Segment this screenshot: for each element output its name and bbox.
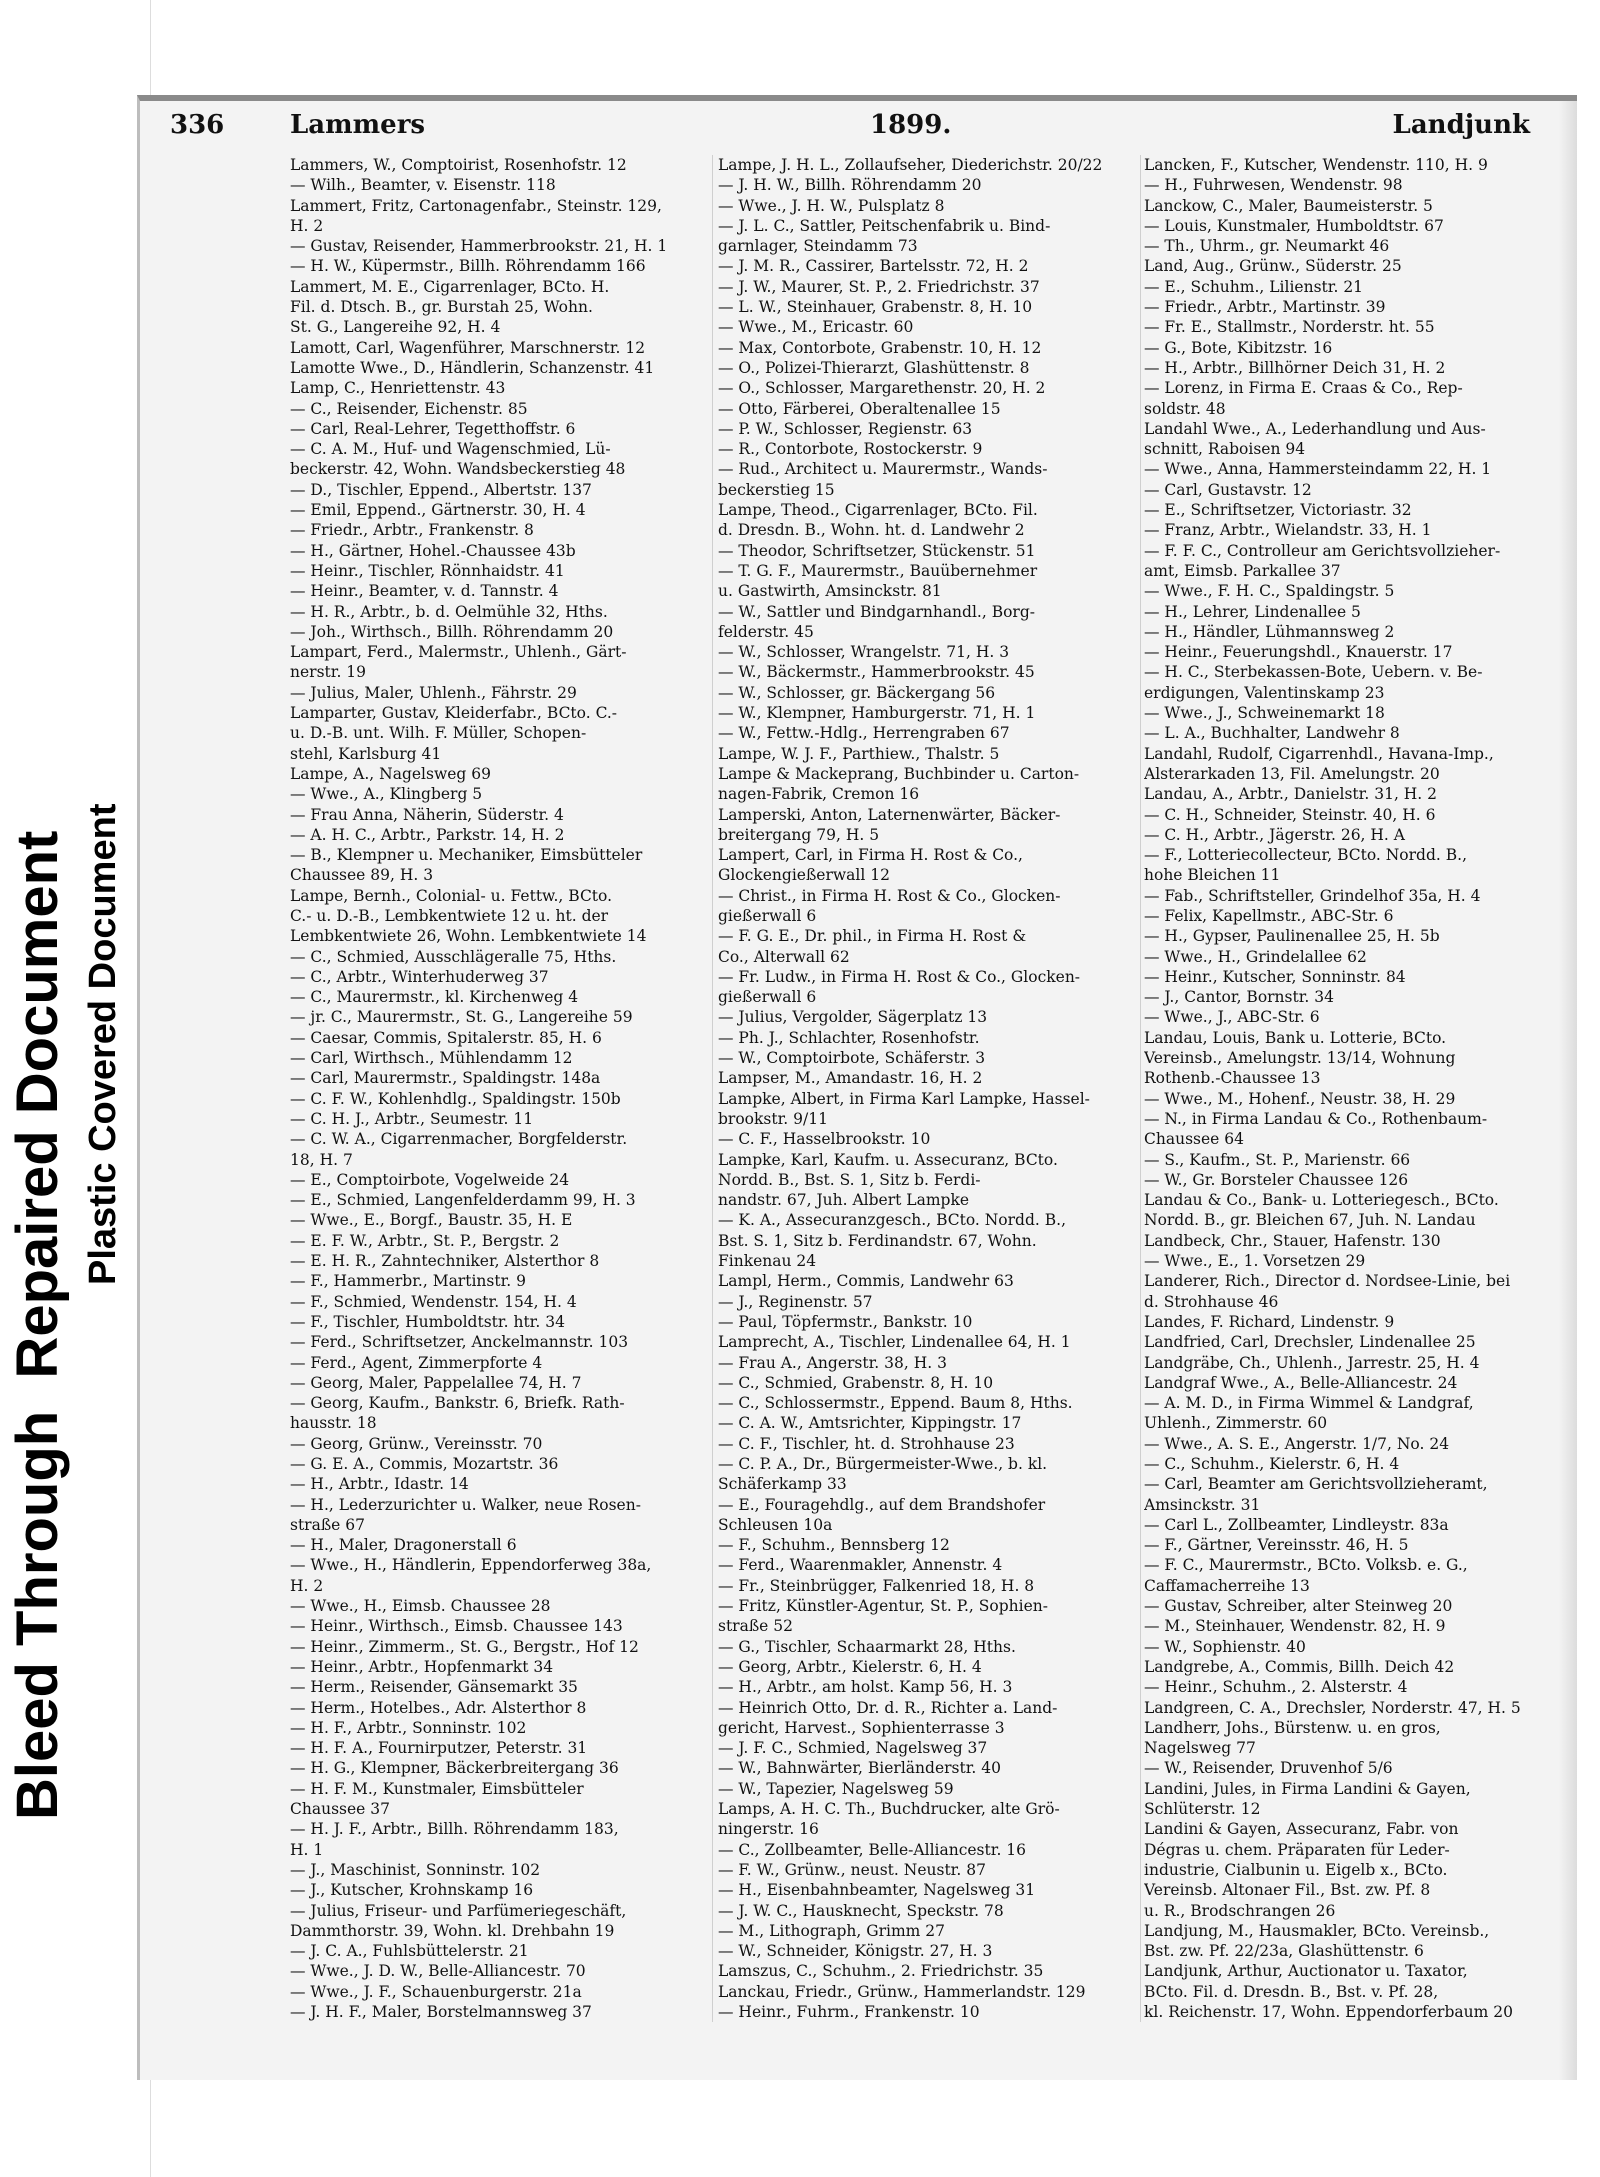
- directory-entry-line: Landgraf Wwe., A., Belle-Alliancestr. 24: [1144, 1373, 1458, 1392]
- directory-entry-line: St. G., Langereihe 92, H. 4: [290, 318, 501, 337]
- directory-entry-line: — W., Sophienstr. 40: [1144, 1637, 1306, 1656]
- directory-entry-line: — A. H. C., Arbtr., Parkstr. 14, H. 2: [290, 825, 565, 844]
- directory-entry-line: — E., Schmied, Langenfelderdamm 99, H. 3: [290, 1191, 636, 1210]
- directory-entry-line: Lammers, W., Comptoirist, Rosenhofstr. 12: [290, 156, 627, 174]
- right-keyword: Landjunk: [1392, 110, 1530, 140]
- directory-entry-line: d. Strohhause 46: [1144, 1292, 1279, 1311]
- directory-entry-line: Lamprecht, A., Tischler, Lindenallee 64, H. 1: [718, 1333, 1071, 1352]
- directory-entry-line: Lamszus, C., Schuhm., 2. Friedrichstr. 35: [718, 1962, 1044, 1981]
- directory-entry-line: Lampe, J. H. L., Zollaufseher, Diederichstr. 20/22: [718, 156, 1103, 174]
- directory-entry-line: — Felix, Kapellmstr., ABC-Str. 6: [1144, 906, 1394, 925]
- directory-entry-line: — Wwe., Anna, Hammersteindamm 22, H. 1: [1144, 460, 1492, 479]
- directory-entry-line: — J., Cantor, Bornstr. 34: [1144, 988, 1335, 1007]
- directory-entry-line: Lanckow, C., Maler, Baumeisterstr. 5: [1144, 196, 1433, 215]
- directory-entry-line: — H., Gärtner, Hohel.-Chaussee 43b: [290, 541, 576, 560]
- directory-entry-line: industrie, Cialbunin u. Eigelb x., BCto.: [1144, 1860, 1448, 1879]
- directory-entry-line: Rothenb.-Chaussee 13: [1144, 1069, 1321, 1088]
- directory-entry-line: — W., Sattler und Bindgarnhandl., Borg-: [718, 602, 1035, 621]
- directory-entry-line: Lammert, M. E., Cigarrenlager, BCto. H.: [290, 277, 610, 296]
- directory-entry-line: Bst. S. 1, Sitz b. Ferdinandstr. 67, Wohn.: [718, 1231, 1037, 1250]
- directory-entry-line: — C., Schlossermstr., Eppend. Baum 8, Hths.: [718, 1394, 1073, 1413]
- directory-entry-line: — D., Tischler, Eppend., Albertstr. 137: [290, 480, 592, 499]
- directory-entry-line: — Wwe., J., Schweinemarkt 18: [1144, 704, 1385, 723]
- directory-entry-line: Lanckau, Friedr., Grünw., Hammerlandstr. 129: [718, 1982, 1086, 2001]
- directory-entry-line: Landfried, Carl, Drechsler, Lindenallee 25: [1144, 1333, 1476, 1352]
- directory-entry-line: — C. F. W., Kohlenhdlg., Spaldingstr. 150b: [290, 1089, 621, 1108]
- directory-entry-line: Lampl, Herm., Commis, Landwehr 63: [718, 1272, 1014, 1291]
- directory-entry-line: Schlüterstr. 12: [1144, 1800, 1261, 1819]
- directory-entry-line: — Gustav, Reisender, Hammerbrookstr. 21, H. 1: [290, 237, 668, 256]
- directory-entry-line: — W., Schlosser, gr. Bäckergang 56: [718, 683, 996, 702]
- directory-entry-line: — E., Schriftsetzer, Victoriastr. 32: [1144, 501, 1412, 520]
- directory-entry-line: stehl, Karlsburg 41: [290, 744, 442, 763]
- directory-entry-line: — Christ., in Firma H. Rost & Co., Glocken-: [718, 886, 1061, 905]
- directory-entry-line: H. 2: [290, 1576, 324, 1595]
- directory-entry-line: — Heinr., Kutscher, Sonninstr. 84: [1144, 967, 1406, 986]
- directory-entry-line: beckerstieg 15: [718, 480, 835, 499]
- directory-entry-line: — Julius, Friseur- und Parfümeriegeschäft,: [290, 1901, 627, 1920]
- directory-entry-line: — Ferd., Waarenmakler, Annenstr. 4: [718, 1556, 1003, 1575]
- directory-entry-line: Landjunk, Arthur, Auctionator u. Taxator,: [1144, 1962, 1468, 1981]
- directory-entry-line: — H., Arbtr., Idastr. 14: [290, 1475, 469, 1494]
- directory-entry-line: — F., Tischler, Humboldtstr. htr. 34: [290, 1312, 565, 1331]
- directory-entry-line: Lampke, Albert, in Firma Karl Lampke, Hassel-: [718, 1089, 1090, 1108]
- directory-entry-line: — Fritz, Künstler-Agentur, St. P., Sophien-: [718, 1597, 1048, 1616]
- directory-entry-line: — B., Klempner u. Mechaniker, Eimsbütteler: [290, 846, 643, 865]
- directory-entry-line: — Heinr., Fuhrm., Frankenstr. 10: [718, 2003, 980, 2022]
- directory-entry-line: Bst. zw. Pf. 22/23a, Glashüttenstr. 6: [1144, 1942, 1424, 1961]
- directory-entry-line: — F. F. C., Controlleur am Gerichtsvollzieher-: [1144, 541, 1501, 560]
- directory-entry-line: — Max, Contorbote, Grabenstr. 10, H. 12: [718, 338, 1042, 357]
- directory-entry-line: — Franz, Arbtr., Wielandstr. 33, H. 1: [1144, 521, 1432, 540]
- directory-entry-line: — Wilh., Beamter, v. Eisenstr. 118: [290, 176, 556, 195]
- directory-entry-line: C.- u. D.-B., Lembkentwiete 12 u. ht. der: [290, 906, 609, 925]
- directory-entry-line: — J. M. R., Cassirer, Bartelsstr. 72, H. 2: [718, 257, 1029, 276]
- directory-entry-line: Landau, Louis, Bank u. Lotterie, BCto.: [1144, 1028, 1447, 1047]
- directory-entry-line: hohe Bleichen 11: [1144, 866, 1281, 885]
- directory-entry-line: Landjung, M., Hausmakler, BCto. Vereinsb.,: [1144, 1921, 1490, 1940]
- directory-entry-line: — Wwe., J. H. W., Pulsplatz 8: [718, 196, 945, 215]
- directory-entry-line: — H. G., Klempner, Bäckerbreitergang 36: [290, 1759, 619, 1778]
- directory-entry-line: Landau, A., Arbtr., Danielstr. 31, H. 2: [1144, 785, 1438, 804]
- directory-entry-line: straße 67: [290, 1515, 366, 1534]
- directory-entry-line: Nordd. B., gr. Bleichen 67, Juh. N. Landau: [1144, 1211, 1476, 1230]
- directory-entry-line: Lamperski, Anton, Laternenwärter, Bäcker-: [718, 805, 1061, 824]
- directory-entry-line: — F., Hammerbr., Martinstr. 9: [290, 1272, 526, 1291]
- directory-entry-line: — Lorenz, in Firma E. Craas & Co., Rep-: [1144, 379, 1463, 398]
- directory-entry-line: — A. M. D., in Firma Wimmel & Landgraf,: [1144, 1394, 1474, 1413]
- directory-entry-line: — H., Arbtr., Billhörner Deich 31, H. 2: [1144, 358, 1446, 377]
- side-label-strip: [0, 0, 151, 2177]
- directory-entry-line: — Rud., Architect u. Maurermstr., Wands-: [718, 460, 1048, 479]
- directory-entry-line: — Carl, Maurermstr., Spaldingstr. 148a: [290, 1069, 601, 1088]
- directory-entry-line: — G. E. A., Commis, Mozartstr. 36: [290, 1455, 559, 1473]
- directory-entry-line: — C., Schuhm., Kielerstr. 6, H. 4: [1144, 1455, 1400, 1473]
- directory-entry-line: — C. P. A., Dr., Bürgermeister-Wwe., b. kl.: [718, 1455, 1048, 1473]
- directory-entry-line: — Wwe., J. F., Schauenburgerstr. 21a: [290, 1982, 582, 2001]
- directory-entry-line: — Wwe., A. S. E., Angerstr. 1/7, No. 24: [1144, 1434, 1450, 1453]
- directory-entry-line: — Paul, Töpfermstr., Bankstr. 10: [718, 1312, 973, 1331]
- directory-entry-line: Chaussee 89, H. 3: [290, 866, 434, 885]
- directory-entry-line: — J., Kutscher, Krohnskamp 16: [290, 1881, 534, 1900]
- directory-entry-line: — C., Arbtr., Winterhuderweg 37: [290, 967, 549, 986]
- directory-entry-line: — E., Schuhm., Lilienstr. 21: [1144, 277, 1364, 296]
- directory-entry-line: — Carl, Gustavstr. 12: [1144, 480, 1312, 499]
- directory-entry-line: Nagelsweg 77: [1144, 1739, 1256, 1758]
- directory-entry-line: — J. H. F., Maler, Borstelmannsweg 37: [290, 2003, 592, 2022]
- directory-entry-line: soldstr. 48: [1144, 399, 1226, 418]
- directory-entry-line: — W., Comptoirbote, Schäferstr. 3: [718, 1049, 986, 1068]
- directory-entry-line: Vereinsb. Altonaer Fil., Bst. zw. Pf. 8: [1144, 1881, 1431, 1900]
- directory-entry-line: u. D.-B. unt. Wilh. F. Müller, Schopen-: [290, 724, 587, 743]
- directory-entry-line: — G., Bote, Kibitzstr. 16: [1144, 338, 1333, 357]
- directory-entry-line: — Carl, Real-Lehrer, Tegetthoffstr. 6: [290, 419, 576, 438]
- directory-entry-line: — H. F., Arbtr., Sonninstr. 102: [290, 1718, 527, 1737]
- directory-entry-line: Landgräbe, Ch., Uhlenh., Jarrestr. 25, H. 4: [1144, 1353, 1480, 1372]
- directory-entry-line: Lampart, Ferd., Malermstr., Uhlenh., Gärt-: [290, 643, 627, 662]
- directory-entry-line: — H., Lehrer, Lindenallee 5: [1144, 602, 1361, 621]
- directory-entry-line: — J. F. C., Schmied, Nagelsweg 37: [718, 1739, 988, 1758]
- directory-entry-line: — E., Fouragehdlg., auf dem Brandshofer: [718, 1495, 1046, 1514]
- directory-entry-line: — J. C. A., Fuhlsbüttelerstr. 21: [290, 1942, 529, 1961]
- left-keyword: Lammers: [290, 110, 426, 140]
- directory-entry-line: — W., Bahnwärter, Bierländerstr. 40: [718, 1759, 1001, 1778]
- directory-entry-line: — Wwe., J., ABC-Str. 6: [1144, 1008, 1320, 1027]
- directory-entry-line: — K. A., Assecuranzgesch., BCto. Nordd. B.,: [718, 1211, 1066, 1230]
- directory-entry-line: — Wwe., A., Klingberg 5: [290, 785, 483, 804]
- directory-entry-line: — H., Fuhrwesen, Wendenstr. 98: [1144, 176, 1403, 195]
- directory-entry-line: Landahl Wwe., A., Lederhandlung und Aus-: [1144, 419, 1486, 438]
- directory-entry-line: — C. W. A., Cigarrenmacher, Borgfelderstr.: [290, 1130, 628, 1149]
- directory-entry-line: — Emil, Eppend., Gärtnerstr. 30, H. 4: [290, 501, 586, 520]
- directory-entry-line: Co., Alterwall 62: [718, 947, 850, 966]
- directory-entry-line: Dammthorstr. 39, Wohn. kl. Drehbahn 19: [290, 1921, 615, 1940]
- directory-entry-line: Lammert, Fritz, Cartonagenfabr., Steinstr. 129,: [290, 196, 662, 215]
- directory-entry-line: — J. W., Maurer, St. P., 2. Friedrichstr. 37: [718, 277, 1040, 296]
- directory-entry-line: — H. J. F., Arbtr., Billh. Röhrendamm 183,: [290, 1820, 619, 1839]
- directory-entry-line: — L. A., Buchhalter, Landwehr 8: [1144, 724, 1400, 743]
- directory-entry-line: — Georg, Maler, Pappelallee 74, H. 7: [290, 1373, 582, 1392]
- directory-entry-line: — J. H. W., Billh. Röhrendamm 20: [718, 176, 982, 195]
- directory-entry-line: — C., Schmied, Ausschlägeralle 75, Hths.: [290, 947, 617, 966]
- directory-entry-line: — Heinr., Wirthsch., Eimsb. Chaussee 143: [290, 1617, 623, 1636]
- directory-entry-line: nerstr. 19: [290, 663, 367, 682]
- directory-entry-line: — F., Lotteriecollecteur, BCto. Nordd. B.,: [1144, 846, 1467, 865]
- directory-entry-line: Landerer, Rich., Director d. Nordsee-Linie, bei: [1144, 1272, 1511, 1291]
- directory-entry-line: — Wwe., E., Borgf., Baustr. 35, H. E: [290, 1211, 573, 1230]
- directory-entry-line: Lampke, Karl, Kaufm. u. Assecuranz, BCto.: [718, 1150, 1058, 1169]
- directory-entry-line: — P. W., Schlosser, Regienstr. 63: [718, 419, 973, 438]
- directory-entry-line: — M., Lithograph, Grimm 27: [718, 1921, 945, 1940]
- directory-entry-line: Vereinsb., Amelungstr. 13/14, Wohnung: [1144, 1049, 1456, 1068]
- directory-entry-line: Lampe, A., Nagelsweg 69: [290, 764, 491, 783]
- directory-entry-line: amt, Eimsb. Parkallee 37: [1144, 561, 1341, 580]
- directory-entry-line: — C., Reisender, Eichenstr. 85: [290, 399, 528, 418]
- directory-entry-line: — W., Schneider, Königstr. 27, H. 3: [718, 1942, 993, 1961]
- directory-entry-line: — J., Reginenstr. 57: [718, 1292, 873, 1311]
- directory-entry-line: Nordd. B., Bst. S. 1, Sitz b. Ferdi-: [718, 1170, 981, 1189]
- directory-entry-line: — Fr. Ludw., in Firma H. Rost & Co., Glocken-: [718, 967, 1081, 986]
- directory-entry-line: — Friedr., Arbtr., Frankenstr. 8: [290, 521, 534, 540]
- directory-entry-line: Lampe, Bernh., Colonial- u. Fettw., BCto.: [290, 886, 613, 905]
- directory-entry-line: Landini, Jules, in Firma Landini & Gayen,: [1144, 1779, 1471, 1798]
- directory-column-3: [1144, 155, 1564, 2022]
- directory-entry-line: — C., Zollbeamter, Belle-Alliancestr. 16: [718, 1840, 1027, 1859]
- repaired-document-text: Repaired Document: [5, 830, 70, 1379]
- directory-entry-line: Chaussee 64: [1144, 1130, 1244, 1149]
- directory-entry-line: gießerwall 6: [718, 906, 817, 925]
- directory-entry-line: — W., Schlosser, Wrangelstr. 71, H. 3: [718, 643, 1010, 662]
- directory-entry-line: — J. L. C., Sattler, Peitschenfabrik u. Bind-: [718, 216, 1051, 235]
- directory-entry-line: — Herm., Hotelbes., Adr. Alsterthor 8: [290, 1698, 587, 1717]
- directory-entry-line: — F., Schmied, Wendenstr. 154, H. 4: [290, 1292, 577, 1311]
- directory-entry-line: — E., Comptoirbote, Vogelweide 24: [290, 1170, 570, 1189]
- directory-entry-line: — C. H., Arbtr., Jägerstr. 26, H. A: [1144, 825, 1405, 844]
- directory-entry-line: nandstr. 67, Juh. Albert Lampke: [718, 1191, 970, 1210]
- directory-entry-line: Lancken, F., Kutscher, Wendenstr. 110, H. 9: [1144, 156, 1488, 174]
- directory-entry-line: erdigungen, Valentinskamp 23: [1144, 683, 1385, 702]
- directory-entry-line: Landau & Co., Bank- u. Lotteriegesch., BCto.: [1144, 1191, 1499, 1210]
- directory-entry-line: — C. F., Tischler, ht. d. Strohhause 23: [718, 1434, 1015, 1453]
- directory-entry-line: Lamps, A. H. C. Th., Buchdrucker, alte Grö-: [718, 1800, 1060, 1819]
- directory-entry-line: — W., Klempner, Hamburgerstr. 71, H. 1: [718, 704, 1036, 723]
- directory-entry-line: Landini & Gayen, Assecuranz, Fabr. von: [1144, 1820, 1459, 1839]
- directory-entry-line: — Ferd., Agent, Zimmerpforte 4: [290, 1353, 543, 1372]
- directory-entry-line: H. 1: [290, 1840, 324, 1859]
- directory-entry-line: — C. A. M., Huf- und Wagenschmied, Lü-: [290, 440, 611, 459]
- directory-entry-line: — Wwe., F. H. C., Spaldingstr. 5: [1144, 582, 1395, 601]
- directory-entry-line: — Heinr., Feuerungshdl., Knauerstr. 17: [1144, 643, 1453, 662]
- directory-entry-line: — G., Tischler, Schaarmarkt 28, Hths.: [718, 1637, 1016, 1656]
- directory-entry-line: u. R., Brodschrangen 26: [1144, 1901, 1336, 1920]
- directory-entry-line: — Wwe., H., Eimsb. Chaussee 28: [290, 1597, 551, 1616]
- directory-entry-line: — W., Fettw.-Hdlg., Herrengraben 67: [718, 724, 1010, 743]
- directory-entry-line: Schleusen 10a: [718, 1515, 833, 1534]
- directory-entry-line: — Wwe., M., Hohenf., Neustr. 38, H. 29: [1144, 1089, 1456, 1108]
- directory-entry-line: — Otto, Färberei, Oberaltenallee 15: [718, 399, 1001, 418]
- directory-entry-line: — H., Händler, Lühmannsweg 2: [1144, 622, 1395, 641]
- directory-entry-line: — Heinr., Zimmerm., St. G., Bergstr., Hof 12: [290, 1637, 639, 1656]
- directory-entry-line: — H., Gypser, Paulinenallee 25, H. 5b: [1144, 927, 1440, 946]
- directory-entry-line: Alsterarkaden 13, Fil. Amelungstr. 20: [1144, 764, 1440, 783]
- directory-entry-line: Lampert, Carl, in Firma H. Rost & Co.,: [718, 846, 1023, 865]
- directory-entry-line: Schäferkamp 33: [718, 1475, 847, 1494]
- directory-entry-line: — Gustav, Schreiber, alter Steinweg 20: [1144, 1597, 1453, 1616]
- directory-entry-line: Dégras u. chem. Präparaten für Leder-: [1144, 1840, 1450, 1859]
- directory-entry-line: Chaussee 37: [290, 1800, 390, 1819]
- directory-entry-line: — Fab., Schriftsteller, Grindelhof 35a, H. 4: [1144, 886, 1481, 905]
- directory-entry-line: — F. W., Grünw., neust. Neustr. 87: [718, 1860, 986, 1879]
- directory-entry-line: — L. W., Steinhauer, Grabenstr. 8, H. 10: [718, 298, 1033, 317]
- directory-entry-line: — W., Tapezier, Nagelsweg 59: [718, 1779, 954, 1798]
- directory-entry-line: gericht, Harvest., Sophienterrasse 3: [718, 1718, 1005, 1737]
- directory-entry-line: — Joh., Wirthsch., Billh. Röhrendamm 20: [290, 622, 614, 641]
- directory-entry-line: — J., Maschinist, Sonninstr. 102: [290, 1860, 541, 1879]
- directory-entry-line: — Wwe., M., Ericastr. 60: [718, 318, 914, 337]
- year-heading: 1899.: [870, 110, 952, 140]
- directory-entry-line: 18, H. 7: [290, 1150, 353, 1169]
- directory-entry-line: — W., Reisender, Druvenhof 5/6: [1144, 1759, 1393, 1778]
- directory-entry-line: kl. Reichenstr. 17, Wohn. Eppendorferbaum 20: [1144, 2003, 1513, 2022]
- directory-entry-line: — Louis, Kunstmaler, Humboldtstr. 67: [1144, 216, 1444, 235]
- directory-entry-line: hausstr. 18: [290, 1414, 377, 1433]
- directory-entry-line: — H., Eisenbahnbeamter, Nagelsweg 31: [718, 1881, 1036, 1900]
- directory-entry-line: Landgrebe, A., Commis, Billh. Deich 42: [1144, 1657, 1455, 1676]
- directory-entry-line: — H. C., Sterbekassen-Bote, Uebern. v. Be-: [1144, 663, 1483, 682]
- directory-entry-line: — M., Steinhauer, Wendenstr. 82, H. 9: [1144, 1617, 1446, 1636]
- directory-entry-line: gießerwall 6: [718, 988, 817, 1007]
- page-number: 336: [170, 110, 225, 140]
- directory-entry-line: — Georg, Grünw., Vereinsstr. 70: [290, 1434, 543, 1453]
- directory-column-1: [290, 155, 713, 2022]
- directory-entry-line: — Fr. E., Stallmstr., Norderstr. ht. 55: [1144, 318, 1435, 337]
- directory-entry-line: Landahl, Rudolf, Cigarrenhdl., Havana-Imp.,: [1144, 744, 1494, 763]
- directory-entry-line: breitergang 79, H. 5: [718, 825, 880, 844]
- directory-column-2: [718, 155, 1141, 2022]
- bleed-through-text: Bleed Through: [5, 1410, 70, 1820]
- directory-entry-line: — H. W., Küpermstr., Billh. Röhrendamm 166: [290, 257, 646, 276]
- directory-entry-line: Lamparter, Gustav, Kleiderfabr., BCto. C.-: [290, 704, 618, 723]
- directory-entry-line: — F. C., Maurermstr., BCto. Volksb. e. G.,: [1144, 1556, 1468, 1575]
- directory-entry-line: — Georg, Arbtr., Kielerstr. 6, H. 4: [718, 1657, 982, 1676]
- directory-entry-line: Glockengießerwall 12: [718, 866, 890, 885]
- directory-entry-line: Lampe & Mackeprang, Buchbinder u. Carton-: [718, 764, 1080, 783]
- directory-entry-line: Landherr, Johs., Bürstenw. u. en gros,: [1144, 1718, 1441, 1737]
- directory-entry-line: — Heinrich Otto, Dr. d. R., Richter a. Land-: [718, 1698, 1058, 1717]
- directory-entry-line: — Friedr., Arbtr., Martinstr. 39: [1144, 298, 1386, 317]
- directory-entry-line: — W., Gr. Borsteler Chaussee 126: [1144, 1170, 1409, 1189]
- directory-entry-line: — J. W. C., Hausknecht, Speckstr. 78: [718, 1901, 1004, 1920]
- directory-entry-line: Lamotte Wwe., D., Händlerin, Schanzenstr. 41: [290, 358, 655, 377]
- directory-entry-line: — C., Schmied, Grabenstr. 8, H. 10: [718, 1373, 994, 1392]
- directory-entry-line: — Fr., Steinbrügger, Falkenried 18, H. 8: [718, 1576, 1035, 1595]
- directory-entry-line: — C. H. J., Arbtr., Seumestr. 11: [290, 1109, 534, 1128]
- directory-entry-line: — H. R., Arbtr., b. d. Oelmühle 32, Hths.: [290, 602, 608, 621]
- directory-entry-line: garnlager, Steindamm 73: [718, 237, 918, 256]
- directory-entry-line: — Frau A., Angerstr. 38, H. 3: [718, 1353, 947, 1372]
- directory-entry-line: — Frau Anna, Näherin, Süderstr. 4: [290, 805, 564, 824]
- plastic-covered-label: Plastic Covered Document: [82, 803, 124, 1285]
- directory-entry-line: — O., Schlosser, Margarethenstr. 20, H. 2: [718, 379, 1046, 398]
- directory-entry-line: — S., Kaufm., St. P., Marienstr. 66: [1144, 1150, 1411, 1169]
- directory-entry-line: — C. F., Hasselbrookstr. 10: [718, 1130, 931, 1149]
- directory-entry-line: — Th., Uhrm., gr. Neumarkt 46: [1144, 237, 1390, 256]
- directory-entry-line: — F., Schuhm., Bennsberg 12: [718, 1536, 950, 1555]
- directory-entry-line: brookstr. 9/11: [718, 1109, 828, 1128]
- directory-entry-line: — Carl L., Zollbeamter, Lindleystr. 83a: [1144, 1515, 1449, 1534]
- directory-entry-line: Amsinckstr. 31: [1144, 1495, 1261, 1514]
- directory-entry-line: — Ph. J., Schlachter, Rosenhofstr.: [718, 1028, 980, 1047]
- directory-entry-line: Lampser, M., Amandastr. 16, H. 2: [718, 1069, 983, 1088]
- directory-entry-line: Uhlenh., Zimmerstr. 60: [1144, 1414, 1328, 1433]
- directory-entry-line: Landbeck, Chr., Stauer, Hafenstr. 130: [1144, 1231, 1441, 1250]
- directory-entry-line: Fil. d. Dtsch. B., gr. Burstah 25, Wohn.: [290, 298, 593, 317]
- directory-entry-line: Caffamacherreihe 13: [1144, 1576, 1310, 1595]
- directory-entry-line: — C., Maurermstr., kl. Kirchenweg 4: [290, 988, 579, 1007]
- directory-entry-line: — Carl, Beamter am Gerichtsvollzieheramt,: [1144, 1475, 1488, 1494]
- directory-entry-line: Lampe, Theod., Cigarrenlager, BCto. Fil.: [718, 501, 1038, 520]
- directory-entry-line: — H. F. M., Kunstmaler, Eimsbütteler: [290, 1779, 584, 1798]
- directory-entry-line: — H., Maler, Dragonerstall 6: [290, 1536, 517, 1555]
- directory-entry-line: — Heinr., Tischler, Rönnhaidstr. 41: [290, 561, 565, 580]
- directory-entry-line: — C. H., Schneider, Steinstr. 40, H. 6: [1144, 805, 1436, 824]
- directory-entry-line: Lembkentwiete 26, Wohn. Lembkentwiete 14: [290, 927, 647, 946]
- directory-entry-line: — C. A. W., Amtsrichter, Kippingstr. 17: [718, 1414, 1022, 1433]
- directory-entry-line: — H., Arbtr., am holst. Kamp 56, H. 3: [718, 1678, 1013, 1697]
- directory-entry-line: — N., in Firma Landau & Co., Rothenbaum-: [1144, 1109, 1488, 1128]
- directory-entry-line: Finkenau 24: [718, 1252, 817, 1271]
- directory-entry-line: — Heinr., Arbtr., Hopfenmarkt 34: [290, 1657, 554, 1676]
- directory-entry-line: — Julius, Maler, Uhlenh., Fährstr. 29: [290, 683, 577, 702]
- directory-entry-line: — Julius, Vergolder, Sägerplatz 13: [718, 1008, 988, 1027]
- directory-entry-line: — T. G. F., Maurermstr., Bauübernehmer: [718, 561, 1038, 580]
- directory-entry-line: — Georg, Kaufm., Bankstr. 6, Briefk. Rath-: [290, 1394, 625, 1413]
- directory-entry-line: BCto. Fil. d. Dresdn. B., Bst. v. Pf. 28,: [1144, 1982, 1439, 2001]
- directory-entry-line: — Wwe., E., 1. Vorsetzen 29: [1144, 1252, 1366, 1271]
- directory-entry-line: u. Gastwirth, Amsinckstr. 81: [718, 582, 942, 601]
- directory-entry-line: — O., Polizei-Thierarzt, Glashüttenstr. 8: [718, 358, 1030, 377]
- directory-entry-line: — Theodor, Schriftsetzer, Stückenstr. 51: [718, 541, 1036, 560]
- directory-entry-line: Lamp, C., Henriettenstr. 43: [290, 379, 506, 398]
- directory-entry-line: — H. F. A., Fournirputzer, Peterstr. 31: [290, 1739, 588, 1758]
- directory-entry-line: Lampe, W. J. F., Parthiew., Thalstr. 5: [718, 744, 1000, 763]
- directory-entry-line: — E. H. R., Zahntechniker, Alsterthor 8: [290, 1252, 600, 1271]
- directory-entry-line: — Heinr., Beamter, v. d. Tannstr. 4: [290, 582, 559, 601]
- directory-entry-line: — F., Gärtner, Vereinsstr. 46, H. 5: [1144, 1536, 1409, 1555]
- directory-entry-line: straße 52: [718, 1617, 794, 1636]
- directory-entry-line: nagen-Fabrik, Cremon 16: [718, 785, 920, 804]
- directory-entry-line: — Caesar, Commis, Spitalerstr. 85, H. 6: [290, 1028, 602, 1047]
- directory-entry-line: — H., Lederzurichter u. Walker, neue Rosen-: [290, 1495, 641, 1514]
- directory-entry-line: ningerstr. 16: [718, 1820, 819, 1839]
- directory-entry-line: Land, Aug., Grünw., Süderstr. 25: [1144, 257, 1402, 276]
- directory-entry-line: — jr. C., Maurermstr., St. G., Langereihe 59: [290, 1008, 633, 1027]
- directory-entry-line: felderstr. 45: [718, 622, 814, 641]
- directory-entry-line: — Wwe., H., Grindelallee 62: [1144, 947, 1367, 966]
- directory-entry-line: H. 2: [290, 216, 324, 235]
- directory-entry-line: schnitt, Raboisen 94: [1144, 440, 1306, 459]
- directory-entry-line: — Carl, Wirthsch., Mühlendamm 12: [290, 1049, 573, 1068]
- directory-entry-line: d. Dresdn. B., Wohn. ht. d. Landwehr 2: [718, 521, 1025, 540]
- directory-entry-line: — Heinr., Schuhm., 2. Alsterstr. 4: [1144, 1678, 1408, 1697]
- directory-entry-line: beckerstr. 42, Wohn. Wandsbeckerstieg 48: [290, 460, 626, 479]
- page-header: [170, 110, 1530, 150]
- directory-entry-line: Landgreen, C. A., Drechsler, Norderstr. 47, H. 5: [1144, 1698, 1521, 1717]
- directory-entry-line: Lamott, Carl, Wagenführer, Marschnerstr. 12: [290, 338, 646, 357]
- directory-entry-line: Landes, F. Richard, Lindenstr. 9: [1144, 1312, 1395, 1331]
- directory-entry-line: — Wwe., J. D. W., Belle-Alliancestr. 70: [290, 1962, 586, 1981]
- directory-entry-line: — Wwe., H., Händlerin, Eppendorferweg 38a,: [290, 1556, 652, 1575]
- directory-entry-line: — R., Contorbote, Rostockerstr. 9: [718, 440, 983, 459]
- directory-entry-line: — W., Bäckermstr., Hammerbrookstr. 45: [718, 663, 1035, 682]
- directory-entry-line: — F. G. E., Dr. phil., in Firma H. Rost &: [718, 927, 1027, 946]
- directory-entry-line: — E. F. W., Arbtr., St. P., Bergstr. 2: [290, 1231, 560, 1250]
- directory-entry-line: — Ferd., Schriftsetzer, Anckelmannstr. 103: [290, 1333, 629, 1352]
- bleed-through-label: [4, 831, 71, 1820]
- directory-entry-line: — Herm., Reisender, Gänsemarkt 35: [290, 1678, 578, 1697]
